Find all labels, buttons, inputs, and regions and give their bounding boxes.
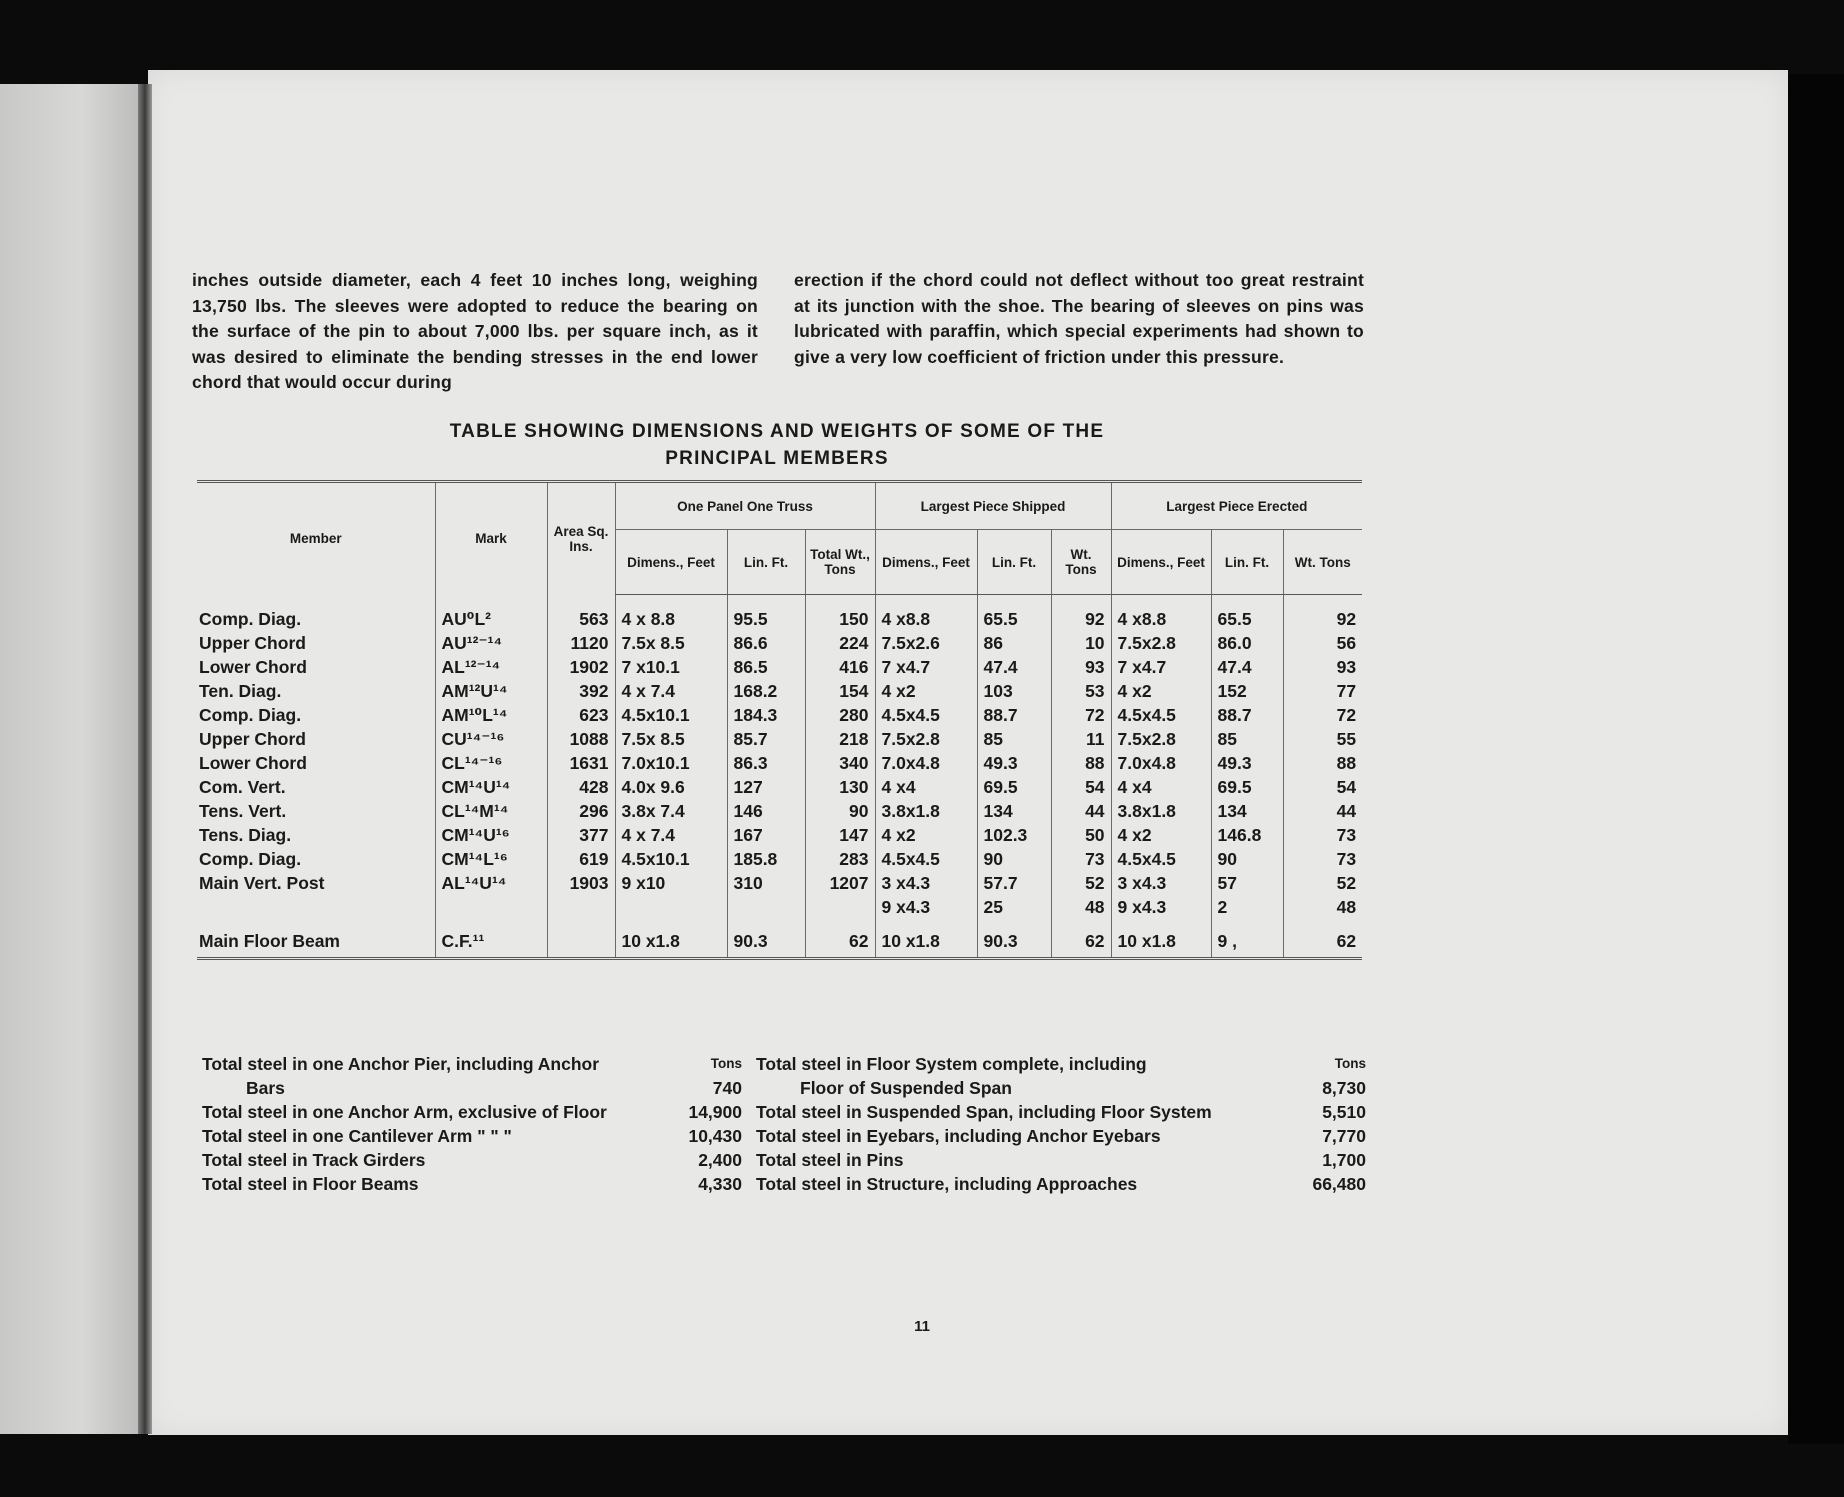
totals-left-label: Bars [246, 1078, 285, 1098]
table-cell-panel-dimens: 10 x1.8 [615, 929, 727, 959]
table-cell-mark: AM¹²U¹⁴ [435, 679, 547, 703]
table-cell-shipped-dimens: 10 x1.8 [875, 929, 977, 959]
table-gap-cell [1111, 919, 1211, 929]
table-cell-area: 1631 [547, 751, 615, 775]
table-row [197, 799, 1362, 823]
table-gap-row [197, 919, 1362, 929]
table-cell-panel-total-wt: 218 [805, 727, 875, 751]
table-cell-member: Com. Vert. [199, 777, 286, 797]
totals-right-row [756, 1148, 1366, 1172]
table-cell-shipped-lin-ft: 65.5 [977, 607, 1051, 631]
table-cell-shipped-wt: 52 [1051, 871, 1111, 895]
table-cell-shipped-wt: 10 [1051, 631, 1111, 655]
totals-left-row [202, 1124, 742, 1148]
table-cell-panel-lin-ft: 85.7 [727, 727, 805, 751]
header-panel-dimens: Dimens., Feet [615, 530, 727, 595]
table-cell-shipped-dimens: 9 x4.3 [875, 895, 977, 919]
table-cell-panel-lin-ft: 167 [727, 823, 805, 847]
table-cell-erected-lin-ft: 9 , [1211, 929, 1283, 959]
table-cell-panel-total-wt: 154 [805, 679, 875, 703]
table-cell-panel-dimens: 4 x 7.4 [615, 823, 727, 847]
totals-right-row [756, 1172, 1366, 1196]
table-cell-shipped-lin-ft: 69.5 [977, 775, 1051, 799]
table-cell-member [197, 895, 435, 919]
table-cell-mark: CL¹⁴M¹⁴ [435, 799, 547, 823]
totals-list-left [202, 1052, 742, 1196]
table-cell-erected-dimens: 7 x4.7 [1111, 655, 1211, 679]
table-cell-erected-lin-ft: 152 [1211, 679, 1283, 703]
body-paragraph-right: erection if the chord could not deflect without too great restraint at its junction with the shoe. The bearing of sleeves on pins was lubricated with paraffin, which special experiments had shown to give a very low coefficient of friction under this pressure. [794, 270, 1364, 367]
table-cell-panel-dimens: 4.5x10.1 [615, 847, 727, 871]
table-cell-shipped-lin-ft: 102.3 [977, 823, 1051, 847]
table-cell-erected-dimens: 7.5x2.8 [1111, 631, 1211, 655]
table-cell-member: Main Vert. Post [199, 873, 325, 893]
table-body [197, 595, 1362, 959]
table-cell-member: Ten. Diag. [199, 681, 282, 701]
table-cell-member: Upper Chord [199, 729, 306, 749]
table-cell-panel-lin-ft: 168.2 [727, 679, 805, 703]
table-spacer-cell [435, 595, 547, 608]
table-cell-panel-lin-ft: 185.8 [727, 847, 805, 871]
totals-right-value: 7,770 [1322, 1126, 1366, 1146]
table-cell-panel-dimens [615, 895, 727, 919]
table-cell-member: Main Floor Beam [199, 931, 340, 951]
totals-left-label: Total steel in one Anchor Arm, exclusive of Floor [202, 1102, 607, 1122]
table-cell-erected-wt: 77 [1283, 679, 1362, 703]
table-cell-member: Tens. Diag. [199, 825, 292, 845]
table-cell-area: 563 [547, 607, 615, 631]
totals-right-row [756, 1052, 1366, 1076]
table-cell-erected-wt: 55 [1283, 727, 1362, 751]
table-cell-shipped-wt: 72 [1051, 703, 1111, 727]
book-gutter [138, 84, 152, 1434]
table-cell-shipped-lin-ft: 47.4 [977, 655, 1051, 679]
table-gap-cell [1283, 919, 1362, 929]
table-row [197, 895, 1362, 919]
table-cell-area: 623 [547, 703, 615, 727]
table-cell-shipped-dimens: 4.5x4.5 [875, 847, 977, 871]
table-cell-mark: C.F.¹¹ [435, 929, 547, 959]
totals-right-value: 1,700 [1322, 1150, 1366, 1170]
table-cell-panel-lin-ft: 184.3 [727, 703, 805, 727]
header-shipped-wt: Wt. Tons [1051, 530, 1111, 595]
right-border [1788, 74, 1844, 1444]
totals-left-unit: Tons [710, 1056, 742, 1071]
totals-right-row [756, 1100, 1366, 1124]
table-cell-panel-total-wt: 224 [805, 631, 875, 655]
totals-left-label: Total steel in one Cantilever Arm " " " [202, 1126, 512, 1146]
table-cell-area: 1120 [547, 631, 615, 655]
table-cell-erected-wt: 54 [1283, 775, 1362, 799]
table-cell-panel-dimens: 4 x 8.8 [615, 607, 727, 631]
table-cell-panel-total-wt: 340 [805, 751, 875, 775]
table-cell-shipped-dimens: 4.5x4.5 [875, 703, 977, 727]
table-cell-shipped-lin-ft: 103 [977, 679, 1051, 703]
table-row [197, 655, 1362, 679]
table-spacer-cell [1051, 595, 1111, 608]
table-gap-cell [615, 919, 727, 929]
table-cell-erected-wt: 52 [1283, 871, 1362, 895]
table-cell-shipped-lin-ft: 49.3 [977, 751, 1051, 775]
table-cell-panel-lin-ft: 86.6 [727, 631, 805, 655]
totals-left-value: 14,900 [688, 1102, 742, 1122]
totals-right-label: Total steel in Suspended Span, including Floor System [756, 1102, 1212, 1122]
table-cell-erected-wt: 48 [1283, 895, 1362, 919]
totals-list-right [756, 1052, 1366, 1196]
table-cell-erected-dimens: 7.5x2.8 [1111, 727, 1211, 751]
table-cell-mark: AU¹²⁻¹⁴ [435, 631, 547, 655]
totals-right-label: Total steel in Floor System complete, including [756, 1054, 1147, 1074]
table-cell-panel-total-wt: 130 [805, 775, 875, 799]
totals-left-value: 740 [712, 1078, 742, 1098]
table-cell-shipped-dimens: 7.5x2.8 [875, 727, 977, 751]
table-row [197, 823, 1362, 847]
table-cell-shipped-wt: 62 [1051, 929, 1111, 959]
table-cell-panel-dimens: 7.0x10.1 [615, 751, 727, 775]
table-cell-panel-dimens: 9 x10 [615, 871, 727, 895]
table-cell-erected-lin-ft: 146.8 [1211, 823, 1283, 847]
totals-left-label: Total steel in one Anchor Pier, including Anchor [202, 1054, 600, 1074]
table-cell-panel-lin-ft: 310 [727, 871, 805, 895]
table-spacer-row [197, 595, 1362, 608]
table-cell-member: Lower Chord [199, 753, 307, 773]
table-cell-erected-wt: 73 [1283, 847, 1362, 871]
table-cell-mark: AM¹⁰L¹⁴ [435, 703, 547, 727]
totals-right-label: Total steel in Pins [756, 1150, 904, 1170]
totals-right-value: 66,480 [1312, 1174, 1366, 1194]
table-cell-panel-lin-ft: 86.3 [727, 751, 805, 775]
table-title [192, 418, 1362, 472]
table-cell-panel-lin-ft: 86.5 [727, 655, 805, 679]
table-cell-shipped-dimens: 7.5x2.6 [875, 631, 977, 655]
totals-left-value: 10,430 [688, 1126, 742, 1146]
table-cell-area: 1903 [547, 871, 615, 895]
totals-left-row [202, 1076, 742, 1100]
table-cell-erected-dimens: 3 x4.3 [1111, 871, 1211, 895]
table-cell-member: Comp. Diag. [199, 609, 302, 629]
table-spacer-cell [1111, 595, 1211, 608]
table-cell-erected-dimens: 4 x2 [1111, 679, 1211, 703]
totals-right-label: Floor of Suspended Span [800, 1078, 1012, 1098]
table-cell-area: 296 [547, 799, 615, 823]
table-cell-shipped-dimens: 4 x2 [875, 679, 977, 703]
totals-left-row [202, 1148, 742, 1172]
table-cell-mark: AL¹⁴U¹⁴ [435, 871, 547, 895]
table-gap-cell [977, 919, 1051, 929]
table-cell-shipped-wt: 44 [1051, 799, 1111, 823]
table-cell-erected-lin-ft: 86.0 [1211, 631, 1283, 655]
table-cell-mark: CU¹⁴⁻¹⁶ [435, 727, 547, 751]
totals-left-row [202, 1172, 742, 1196]
table-cell-erected-lin-ft: 85 [1211, 727, 1283, 751]
table-cell-shipped-dimens: 4 x2 [875, 823, 977, 847]
table-cell-shipped-wt: 73 [1051, 847, 1111, 871]
table-cell-erected-wt: 56 [1283, 631, 1362, 655]
table-cell-panel-total-wt: 90 [805, 799, 875, 823]
table-cell-erected-dimens: 9 x4.3 [1111, 895, 1211, 919]
totals-right-label: Total steel in Eyebars, including Anchor Eyebars [756, 1126, 1161, 1146]
header-largest-piece-erected: Largest Piece Erected [1111, 482, 1362, 530]
table-cell-shipped-lin-ft: 90 [977, 847, 1051, 871]
table-cell-shipped-dimens: 7 x4.7 [875, 655, 977, 679]
table-spacer-cell [615, 595, 727, 608]
table-cell-erected-wt: 44 [1283, 799, 1362, 823]
table-title-line-1: TABLE SHOWING DIMENSIONS AND WEIGHTS OF SOME OF THE [449, 421, 1105, 442]
table-cell-shipped-dimens: 3 x4.3 [875, 871, 977, 895]
table-spacer-cell [875, 595, 977, 608]
header-one-panel-one-truss: One Panel One Truss [615, 482, 875, 530]
table-cell-area: 392 [547, 679, 615, 703]
table-cell-erected-wt: 93 [1283, 655, 1362, 679]
table-cell-shipped-wt: 48 [1051, 895, 1111, 919]
table-cell-panel-total-wt: 1207 [805, 871, 875, 895]
dimensions-weights-table [197, 480, 1362, 960]
table-cell-shipped-wt: 88 [1051, 751, 1111, 775]
table-cell-mark: CL¹⁴⁻¹⁶ [435, 751, 547, 775]
table-row [197, 871, 1362, 895]
table-cell-member: Upper Chord [199, 633, 306, 653]
header-member: Member [289, 531, 342, 547]
table-cell-erected-wt: 92 [1283, 607, 1362, 631]
table-row [197, 775, 1362, 799]
table-cell-panel-total-wt: 150 [805, 607, 875, 631]
table-cell-mark: CM¹⁴U¹⁶ [435, 823, 547, 847]
header-area: Area Sq. Ins. [547, 482, 615, 595]
table-cell-panel-dimens: 3.8x 7.4 [615, 799, 727, 823]
header-erected-wt: Wt. Tons [1283, 530, 1362, 595]
table-cell-mark: AU⁰L² [435, 607, 547, 631]
table-cell-erected-dimens: 3.8x1.8 [1111, 799, 1211, 823]
table-cell-panel-lin-ft: 90.3 [727, 929, 805, 959]
header-erected-lin-ft: Lin. Ft. [1211, 530, 1283, 595]
table-cell-shipped-dimens: 7.0x4.8 [875, 751, 977, 775]
table-cell-erected-lin-ft: 49.3 [1211, 751, 1283, 775]
table-cell-panel-total-wt: 283 [805, 847, 875, 871]
table-gap-cell [197, 919, 435, 929]
totals-right-value: 8,730 [1322, 1078, 1366, 1098]
table-cell-erected-lin-ft: 65.5 [1211, 607, 1283, 631]
table-cell-shipped-wt: 53 [1051, 679, 1111, 703]
table-cell-shipped-wt: 92 [1051, 607, 1111, 631]
table-cell-panel-dimens: 4.5x10.1 [615, 703, 727, 727]
table-cell-erected-wt: 88 [1283, 751, 1362, 775]
table-cell-panel-total-wt: 62 [805, 929, 875, 959]
table-cell-shipped-lin-ft: 86 [977, 631, 1051, 655]
table-gap-cell [435, 919, 547, 929]
table-spacer-cell [727, 595, 805, 608]
totals-right-value: 5,510 [1322, 1102, 1366, 1122]
table-cell-panel-lin-ft: 146 [727, 799, 805, 823]
totals-right-unit: Tons [1334, 1056, 1366, 1071]
table-cell-member: Comp. Diag. [199, 705, 302, 725]
table-cell-panel-dimens: 7.5x 8.5 [615, 631, 727, 655]
table-row [197, 607, 1362, 631]
table-cell-area: 428 [547, 775, 615, 799]
table-cell-erected-dimens: 4.5x4.5 [1111, 703, 1211, 727]
table-cell-erected-dimens: 4 x8.8 [1111, 607, 1211, 631]
page-number: 11 [914, 1318, 930, 1335]
table-cell-erected-lin-ft: 2 [1211, 895, 1283, 919]
table-spacer-cell [805, 595, 875, 608]
table-cell-shipped-dimens: 4 x8.8 [875, 607, 977, 631]
totals-right-label: Total steel in Structure, including Approaches [756, 1174, 1138, 1194]
table-cell-area: 1902 [547, 655, 615, 679]
totals-right-row [756, 1124, 1366, 1148]
table-cell-shipped-dimens: 4 x4 [875, 775, 977, 799]
table-cell-erected-dimens: 10 x1.8 [1111, 929, 1211, 959]
table-cell-shipped-wt: 54 [1051, 775, 1111, 799]
body-paragraph-left: inches outside diameter, each 4 feet 10 inches long, weighing 13,750 lbs. The sleeves were adopted to reduce the bearing on the surface of the pin to about 7,000 lbs. per square inch, as it was desired to eliminate the bending stresses in the end lower chord that would occur during [192, 270, 758, 392]
table-cell-mark: AL¹²⁻¹⁴ [435, 655, 547, 679]
totals-left-label: Total steel in Floor Beams [202, 1174, 419, 1194]
table-cell-erected-dimens: 7.0x4.8 [1111, 751, 1211, 775]
totals-left-label: Total steel in Track Girders [202, 1150, 426, 1170]
table-cell-shipped-wt: 11 [1051, 727, 1111, 751]
table-cell-member: Lower Chord [199, 657, 307, 677]
table-gap-cell [547, 919, 615, 929]
table-gap-cell [875, 919, 977, 929]
header-shipped-lin-ft: Lin. Ft. [977, 530, 1051, 595]
table-cell-erected-lin-ft: 134 [1211, 799, 1283, 823]
table-cell-shipped-wt: 50 [1051, 823, 1111, 847]
table-gap-cell [1211, 919, 1283, 929]
table-cell-erected-dimens: 4.5x4.5 [1111, 847, 1211, 871]
table-row [197, 751, 1362, 775]
table-cell-panel-lin-ft: 95.5 [727, 607, 805, 631]
table-cell-panel-lin-ft: 127 [727, 775, 805, 799]
table-cell-erected-wt: 72 [1283, 703, 1362, 727]
table-cell-mark [435, 895, 547, 919]
totals-left-value: 4,330 [698, 1174, 742, 1194]
table-cell-shipped-lin-ft: 85 [977, 727, 1051, 751]
table-cell-shipped-lin-ft: 88.7 [977, 703, 1051, 727]
table-cell-panel-lin-ft [727, 895, 805, 919]
table-cell-area: 1088 [547, 727, 615, 751]
table-row [197, 929, 1362, 959]
header-panel-total-wt: Total Wt., Tons [805, 530, 875, 595]
table-cell-erected-wt: 73 [1283, 823, 1362, 847]
table-cell-mark: CM¹⁴U¹⁴ [435, 775, 547, 799]
table-cell-panel-dimens: 7.5x 8.5 [615, 727, 727, 751]
table-cell-shipped-dimens: 3.8x1.8 [875, 799, 977, 823]
table-cell-erected-lin-ft: 57 [1211, 871, 1283, 895]
table-cell-erected-dimens: 4 x4 [1111, 775, 1211, 799]
table-cell-panel-dimens: 7 x10.1 [615, 655, 727, 679]
table-cell-shipped-wt: 93 [1051, 655, 1111, 679]
table-title-line-2: PRINCIPAL MEMBERS [665, 448, 889, 469]
table-row [197, 631, 1362, 655]
table-cell-erected-wt: 62 [1283, 929, 1362, 959]
table-spacer-cell [977, 595, 1051, 608]
table-row [197, 703, 1362, 727]
totals-right-row [756, 1076, 1366, 1100]
table-cell-member: Tens. Vert. [199, 801, 287, 821]
table-row [197, 727, 1362, 751]
table-cell-mark: CM¹⁴L¹⁶ [435, 847, 547, 871]
table-cell-shipped-lin-ft: 90.3 [977, 929, 1051, 959]
table-cell-shipped-lin-ft: 134 [977, 799, 1051, 823]
header-largest-piece-shipped: Largest Piece Shipped [875, 482, 1111, 530]
header-shipped-dimens: Dimens., Feet [875, 530, 977, 595]
table-row [197, 847, 1362, 871]
table-spacer-cell [1283, 595, 1362, 608]
table-cell-erected-lin-ft: 88.7 [1211, 703, 1283, 727]
table-cell-erected-lin-ft: 90 [1211, 847, 1283, 871]
table-cell-panel-total-wt: 416 [805, 655, 875, 679]
table-cell-area [547, 895, 615, 919]
table-cell-panel-total-wt [805, 895, 875, 919]
table-spacer-cell [1211, 595, 1283, 608]
header-erected-dimens: Dimens., Feet [1111, 530, 1211, 595]
table-gap-cell [1051, 919, 1111, 929]
totals-left-row [202, 1052, 742, 1076]
table-row [197, 679, 1362, 703]
totals-left-value: 2,400 [698, 1150, 742, 1170]
table-cell-member: Comp. Diag. [199, 849, 302, 869]
table-cell-area [547, 929, 615, 959]
header-mark: Mark [435, 482, 547, 595]
left-page-edge [0, 84, 148, 1434]
table-gap-cell [727, 919, 805, 929]
table-gap-cell [805, 919, 875, 929]
table-cell-erected-lin-ft: 69.5 [1211, 775, 1283, 799]
table-spacer-cell [197, 595, 435, 608]
totals-left-row [202, 1100, 742, 1124]
table-cell-area: 619 [547, 847, 615, 871]
table-spacer-cell [547, 595, 615, 608]
table-cell-panel-dimens: 4 x 7.4 [615, 679, 727, 703]
table-cell-erected-dimens: 4 x2 [1111, 823, 1211, 847]
table-cell-erected-lin-ft: 47.4 [1211, 655, 1283, 679]
header-panel-lin-ft: Lin. Ft. [727, 530, 805, 595]
table-cell-shipped-lin-ft: 25 [977, 895, 1051, 919]
table-cell-shipped-lin-ft: 57.7 [977, 871, 1051, 895]
table-cell-area: 377 [547, 823, 615, 847]
table-cell-panel-total-wt: 280 [805, 703, 875, 727]
table-cell-panel-dimens: 4.0x 9.6 [615, 775, 727, 799]
table-cell-panel-total-wt: 147 [805, 823, 875, 847]
